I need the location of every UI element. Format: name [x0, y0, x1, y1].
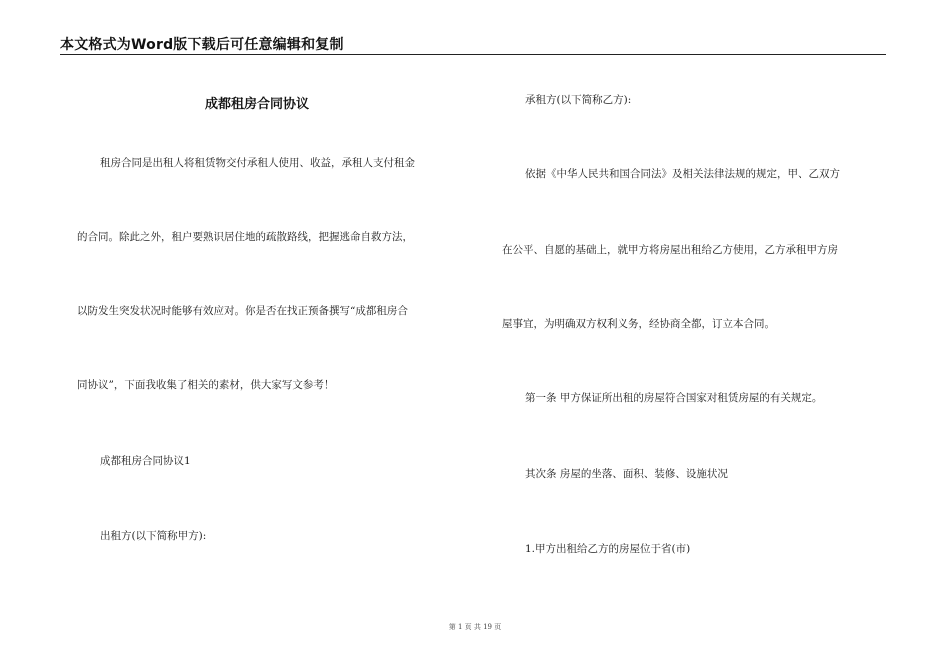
paragraph-line: 租房合同是出租人将租赁物交付承租人使用、收益，承租人支付租金	[100, 157, 415, 169]
paragraph-line: 在公平、自愿的基础上，就甲方将房屋出租给乙方使用，乙方承租甲方房	[502, 244, 838, 256]
document-header	[60, 34, 886, 55]
header-banner: 本文格式为Word版下载后可任意编辑和复制	[60, 37, 344, 53]
clause-line: 第一条 甲方保证所出租的房屋符合国家对租赁房屋的有关规定。	[525, 392, 823, 404]
paragraph-line: 依据《中华人民共和国合同法》及相关法律法规的规定，甲、乙双方	[525, 168, 840, 180]
paragraph-line: 承租方(以下简称乙方):	[525, 94, 632, 106]
clause-line: 其次条 房屋的坐落、面积、装修、设施状况	[525, 468, 728, 480]
paragraph-line: 出租方(以下简称甲方):	[100, 530, 207, 542]
paragraph-line: 的合同。除此之外，租户要熟识居住地的疏散路线，把握逃命自救方法，	[77, 231, 413, 243]
paragraph-line: 屋事宜，为明确双方权利义务，经协商全都，订立本合同。	[502, 318, 775, 330]
section-heading: 成都租房合同协议1	[100, 455, 191, 467]
clause-line: 1.甲方出租给乙方的房屋位于省(市)	[525, 543, 691, 555]
page-indicator: 第 1 页 共 19 页	[448, 623, 502, 631]
paragraph-line: 以防发生突发状况时能够有效应对。你是否在找正预备撰写“成都租房合	[77, 305, 408, 317]
document-title: 成都租房合同协议	[205, 97, 310, 112]
paragraph-line: 同协议”，下面我收集了相关的素材，供大家写文参考！	[77, 379, 335, 391]
